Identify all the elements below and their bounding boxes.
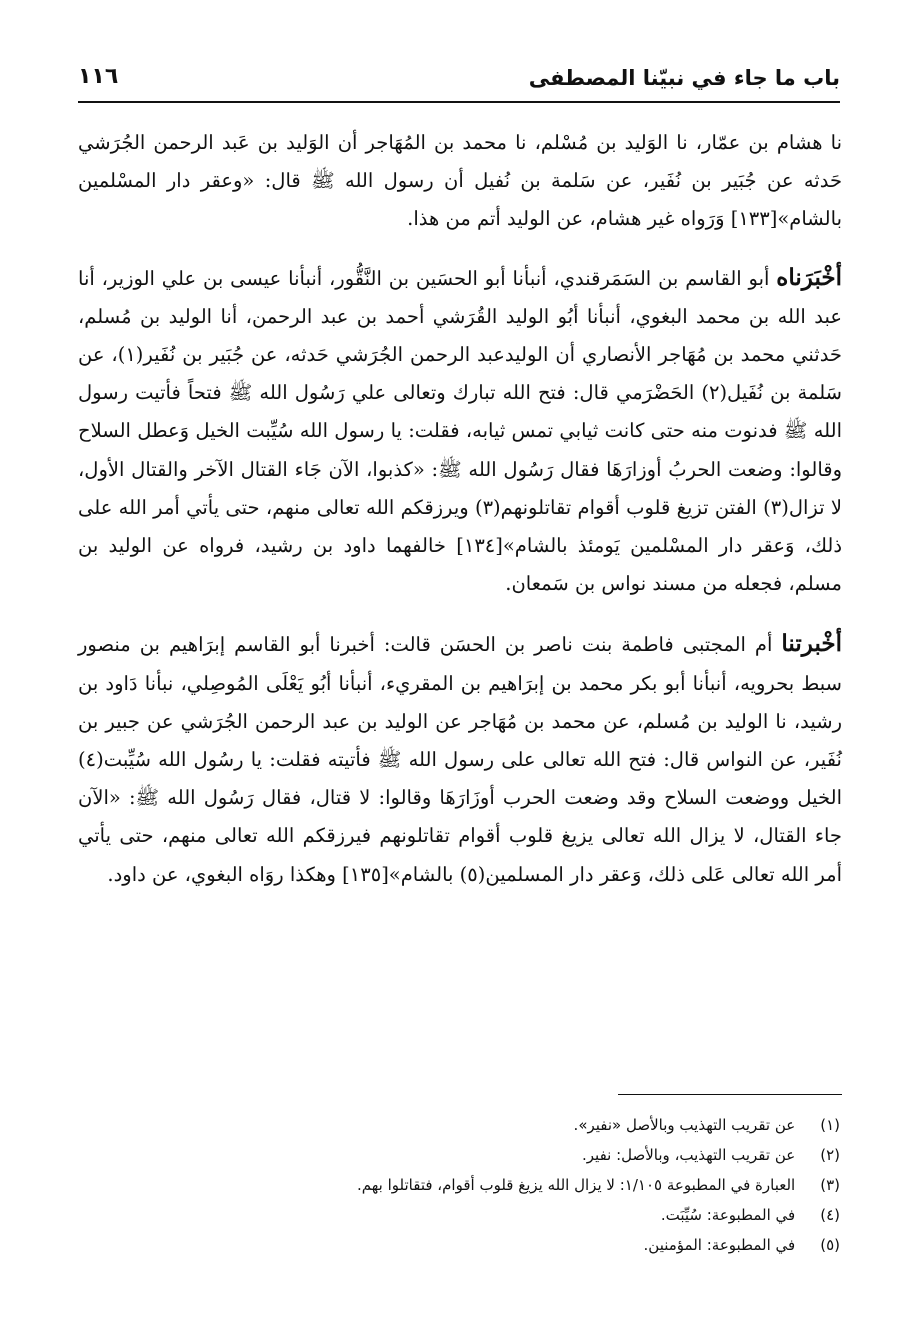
paragraph [78, 259, 842, 604]
paragraph-text: نا هشام بن عمّار، نا الوَليد بن مُسْلم، نا محمد بن المُهَاجر أن الوَليد بن عَبد الرحمن الجُرَشي حَدثه عن جُبَير بن نُفَير، عن سَلمة بن نُفيل أن رسول الله ﷺ قال: «وعقر دار المسْلمين بالشام»[١٣٣] وَرَواه غير هشام، عن الوليد أتم من هذا. [78, 131, 842, 231]
footnote [78, 1140, 840, 1170]
footnote-number: (٣) [820, 1176, 840, 1194]
paragraph [78, 124, 842, 239]
footnote-text: في المطبوعة: المؤمنين. [643, 1236, 796, 1254]
footnote-number: (٥) [820, 1236, 840, 1254]
footnote-text: عن تقريب التهذيب وبالأصل «نفير». [573, 1116, 796, 1134]
footnote-number: (١) [820, 1116, 840, 1134]
footnote-text: عن تقريب التهذيب، وبالأصل: نفير. [582, 1146, 796, 1164]
paragraph-lead-word: أخْبَرَناه [776, 263, 842, 291]
footnote-number: (٢) [820, 1146, 840, 1164]
paragraph-text: أبو القاسم بن السَمَرقندي، أنبأنا أبو الحسَين بن النَّقُّور، أنبأنا عيسى بن علي الوزير، أنا عبد الله بن محمد البغوي، أنبأنا أبُو الوليد القُرَشي أحمد بن عبد الرحمن، أنا الوليد بن مُسلم، حَدثني محمد بن مُهَاجر الأنصاري أن الوليدعبد الرحمن الجُرَشي حَدثه، عن جُبَير بن نُفَير(١)، عن سَلمة بن نُفَيل(٢) الحَضْرَمي قال: فتح الله تبارك وتعالى علي رَسُول الله ﷺ فتحاً فأتيت رسول الله ﷺ فدنوت منه حتى كانت ثيابي تمس ثيابه، فقلت: يا رسول الله سُيِّبت الخيل وَعطل السلاح وقالوا: وضعت الحربُ أوزارَهَا فقال رَسُول الله ﷺ: «كذبوا، الآن جَاء القتال الآخر والقتال الأول، لا تزال(٣) الفتن تزيغ قلوب أقوام تقاتلونهم(٣) ويرزقكم الله تعالى منهم، حتى يأتي أمر الله على ذلك، وَعقر دار المسْلمين يَومئذ بالشام»[١٣٤] خالفهما داود بن رشيد، فرواه عن الوليد بن مسلم، فجعله من مسند نواس بن سَمعان. [78, 266, 843, 596]
page-number: ١١٦ [78, 64, 119, 89]
paragraph-text: أم المجتبى فاطمة بنت ناصر بن الحسَن قالت: أخبرنا أبو القاسم إبرَاهيم بن منصور سبط بحرويه، أنبأنا أبو بكر محمد بن إبرَاهيم بن المقريء، أنبأنا أبُو يَعْلَى المُوصِلي، نبأنا دَاود بن رشيد، نا الوليد بن مُسلم، عن محمد بن مُهَاجر عن الوليد بن عبد الرحمن الجُرَشي عن جبير بن نُفَير، عن النواس قال: فتح الله تعالى على رسول الله ﷺ فأتيته فقلت: يا رسُول الله سُيِّبت(٤) الخيل ووضعت السلاح وقد وضعت الحرب أوزَارَهَا وقالوا: لا قتال، فقال رَسُول الله ﷺ: «الآن جاء القتال، لا يزال الله تعالى يزيغ قلوب أقوام تقاتلونهم فيرزقكم الله تعالى منهم، حتى يأتي أمر الله تعالى عَلى ذلك، وَعقر دار المسلمين(٥) بالشام»[١٣٥] وهكذا روَاه البغوي، عن داود. [78, 633, 842, 886]
footnote [78, 1170, 840, 1200]
main-text [78, 124, 842, 894]
paragraph [78, 625, 842, 893]
footnote-number: (٤) [820, 1206, 840, 1224]
footnote-text: العبارة في المطبوعة ١/١٠٥: لا يزال الله يزيغ قلوب أقوام، فتقاتلوا بهم. [357, 1176, 796, 1194]
footnote [78, 1230, 840, 1260]
paragraph-lead-word: أخْبرتنا [781, 630, 842, 658]
footnote-text: في المطبوعة: سُيِّبَت. [660, 1206, 796, 1224]
header-divider [78, 101, 840, 103]
footnote [78, 1200, 840, 1230]
footnote-divider [618, 1094, 842, 1095]
footnotes [78, 1110, 840, 1260]
running-header [78, 60, 840, 96]
footnote [78, 1110, 840, 1140]
chapter-title: باب ما جاء في نبيّنا المصطفى [528, 66, 840, 90]
